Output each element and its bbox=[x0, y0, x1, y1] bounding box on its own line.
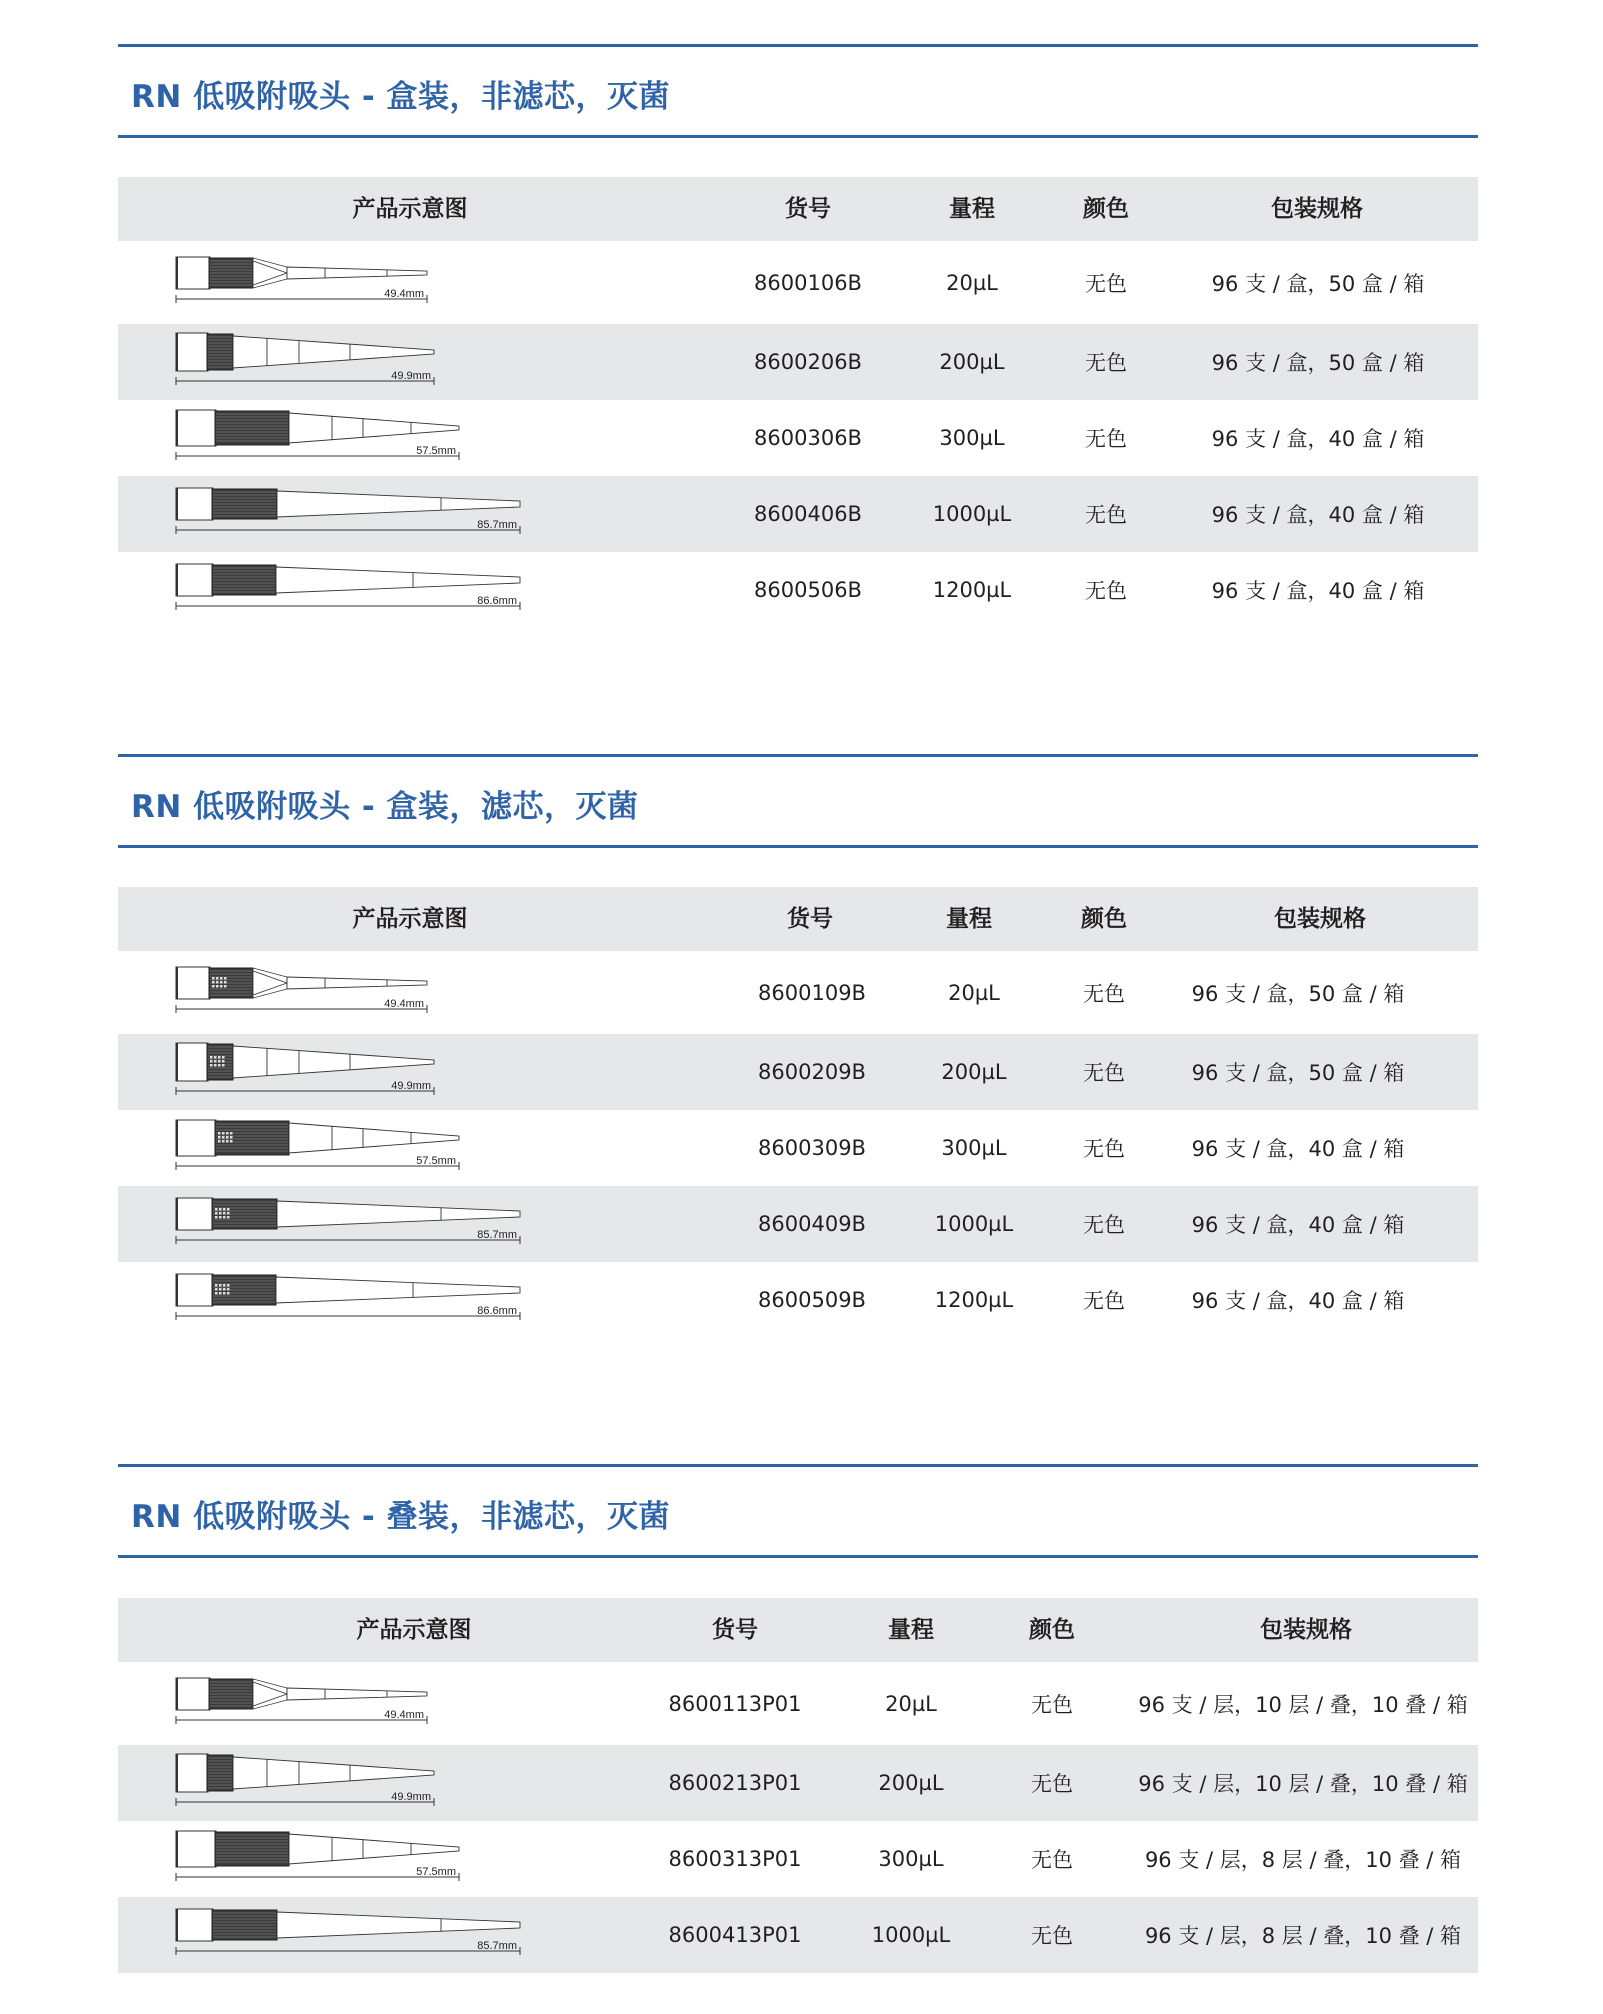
sku-cell: 8600506B bbox=[754, 578, 862, 602]
packaging-cell: 96 支 / 盒，40 盒 / 箱 bbox=[1191, 1289, 1405, 1313]
packaging-cell: 96 支 / 层，8 层 / 叠，10 叠 / 箱 bbox=[1144, 1848, 1462, 1872]
color-cell: 无色 bbox=[1083, 1213, 1125, 1237]
sku-cell: 8600309B bbox=[758, 1136, 866, 1160]
pipette-tip-diagram-icon bbox=[175, 560, 526, 620]
svg-text:85.7mm: 85.7mm bbox=[477, 1229, 517, 1241]
sku-cell: 8600109B bbox=[758, 980, 866, 1005]
section-top-rule bbox=[118, 44, 1478, 47]
packaging-cell: 96 支 / 盒，50 盒 / 箱 bbox=[1191, 981, 1405, 1006]
header-color: 颜色 bbox=[1081, 906, 1127, 932]
range-cell: 1200µL bbox=[932, 578, 1012, 602]
section-top-rule bbox=[118, 754, 1478, 757]
table-header bbox=[118, 1598, 1478, 1662]
table-body bbox=[118, 241, 1478, 628]
svg-text:57.5mm: 57.5mm bbox=[416, 1866, 456, 1878]
color-cell: 无色 bbox=[1085, 579, 1127, 603]
color-cell: 无色 bbox=[1083, 1289, 1125, 1313]
table-header bbox=[118, 887, 1478, 951]
packaging-cell: 96 支 / 盒，40 盒 / 箱 bbox=[1211, 579, 1425, 603]
pipette-tip-diagram-icon bbox=[175, 484, 526, 544]
section-title: RN 低吸附吸头 - 叠装，非滤芯，灭菌 bbox=[131, 1499, 671, 1535]
header-range: 量程 bbox=[946, 906, 992, 932]
range-cell: 20µL bbox=[946, 270, 998, 295]
range-cell: 300µL bbox=[941, 1136, 1007, 1160]
table-row bbox=[118, 1034, 1478, 1110]
sku-cell: 8600306B bbox=[754, 426, 862, 450]
header-image: 产品示意图 bbox=[352, 196, 468, 222]
sku-cell: 8600113P01 bbox=[668, 1691, 802, 1716]
pipette-tip-diagram-icon bbox=[175, 253, 433, 313]
filter-pipette-tip-diagram-icon bbox=[175, 1194, 526, 1254]
header-range: 量程 bbox=[888, 1617, 934, 1643]
pipette-tip-diagram-icon bbox=[175, 1829, 465, 1889]
color-cell: 无色 bbox=[1085, 503, 1127, 527]
section-bottom-rule bbox=[118, 1555, 1478, 1558]
sku-cell: 8600213P01 bbox=[668, 1771, 802, 1795]
range-cell: 20µL bbox=[885, 1691, 937, 1716]
packaging-cell: 96 支 / 盒，40 盒 / 箱 bbox=[1211, 427, 1425, 451]
section-title: RN 低吸附吸头 - 盒装，非滤芯，灭菌 bbox=[131, 79, 671, 115]
pipette-tip-diagram-icon bbox=[175, 332, 440, 392]
packaging-cell: 96 支 / 盒，40 盒 / 箱 bbox=[1211, 503, 1425, 527]
table-body bbox=[118, 951, 1478, 1338]
packaging-cell: 96 支 / 盒，50 盒 / 箱 bbox=[1191, 1061, 1405, 1085]
color-cell: 无色 bbox=[1083, 1061, 1125, 1085]
table-row bbox=[118, 241, 1478, 324]
packaging-cell: 96 支 / 盒，40 盒 / 箱 bbox=[1191, 1137, 1405, 1161]
pipette-tip-diagram-icon bbox=[175, 1905, 526, 1965]
svg-text:86.6mm: 86.6mm bbox=[477, 1305, 517, 1317]
header-color: 颜色 bbox=[1029, 1617, 1075, 1643]
color-cell: 无色 bbox=[1031, 1692, 1073, 1717]
color-cell: 无色 bbox=[1085, 427, 1127, 451]
header-sku: 货号 bbox=[785, 196, 831, 222]
filter-pipette-tip-diagram-icon bbox=[175, 1118, 465, 1178]
packaging-cell: 96 支 / 盒，40 盒 / 箱 bbox=[1191, 1213, 1405, 1237]
table-row bbox=[118, 324, 1478, 400]
pipette-tip-diagram-icon bbox=[175, 1674, 433, 1734]
header-color: 颜色 bbox=[1083, 196, 1129, 222]
range-cell: 200µL bbox=[941, 1060, 1007, 1084]
color-cell: 无色 bbox=[1031, 1924, 1073, 1948]
svg-text:85.7mm: 85.7mm bbox=[477, 1940, 517, 1952]
table-header bbox=[118, 177, 1478, 241]
header-sku: 货号 bbox=[787, 906, 833, 932]
pipette-tip-diagram-icon bbox=[175, 1753, 440, 1813]
table-row bbox=[118, 1662, 1478, 1745]
svg-text:49.9mm: 49.9mm bbox=[391, 1791, 431, 1803]
range-cell: 200µL bbox=[939, 350, 1005, 374]
section-bottom-rule bbox=[118, 135, 1478, 138]
svg-text:57.5mm: 57.5mm bbox=[416, 445, 456, 457]
section-title: RN 低吸附吸头 - 盒装，滤芯，灭菌 bbox=[131, 789, 639, 825]
range-cell: 1200µL bbox=[934, 1288, 1014, 1312]
table-row bbox=[118, 1186, 1478, 1262]
table-row bbox=[118, 400, 1478, 476]
range-cell: 200µL bbox=[878, 1771, 944, 1795]
svg-text:49.9mm: 49.9mm bbox=[391, 1080, 431, 1092]
product-table bbox=[118, 177, 1478, 628]
color-cell: 无色 bbox=[1085, 271, 1127, 296]
filter-pipette-tip-diagram-icon bbox=[175, 963, 433, 1023]
packaging-cell: 96 支 / 层，10 层 / 叠，10 叠 / 箱 bbox=[1138, 1692, 1468, 1717]
packaging-cell: 96 支 / 层，10 层 / 叠，10 叠 / 箱 bbox=[1138, 1772, 1468, 1796]
sku-cell: 8600313P01 bbox=[668, 1847, 802, 1871]
table-row bbox=[118, 476, 1478, 552]
sku-cell: 8600106B bbox=[754, 270, 862, 295]
packaging-cell: 96 支 / 盒，50 盒 / 箱 bbox=[1211, 351, 1425, 375]
color-cell: 无色 bbox=[1083, 981, 1125, 1006]
range-cell: 1000µL bbox=[932, 502, 1012, 526]
section-top-rule bbox=[118, 1464, 1478, 1467]
color-cell: 无色 bbox=[1031, 1772, 1073, 1796]
section-bottom-rule bbox=[118, 845, 1478, 848]
color-cell: 无色 bbox=[1085, 351, 1127, 375]
svg-text:49.9mm: 49.9mm bbox=[391, 370, 431, 382]
table-row bbox=[118, 552, 1478, 628]
range-cell: 20µL bbox=[948, 980, 1000, 1005]
sku-cell: 8600406B bbox=[754, 502, 862, 526]
header-packaging: 包装规格 bbox=[1274, 906, 1366, 932]
header-range: 量程 bbox=[949, 196, 995, 222]
packaging-cell: 96 支 / 盒，50 盒 / 箱 bbox=[1211, 271, 1425, 296]
range-cell: 1000µL bbox=[934, 1212, 1014, 1236]
sku-cell: 8600413P01 bbox=[668, 1923, 802, 1947]
sku-cell: 8600409B bbox=[758, 1212, 866, 1236]
color-cell: 无色 bbox=[1083, 1137, 1125, 1161]
svg-text:49.4mm: 49.4mm bbox=[384, 997, 424, 1010]
packaging-cell: 96 支 / 层，8 层 / 叠，10 叠 / 箱 bbox=[1144, 1924, 1462, 1948]
sku-cell: 8600209B bbox=[758, 1060, 866, 1084]
product-table bbox=[118, 887, 1478, 1338]
table-row bbox=[118, 1897, 1478, 1973]
header-packaging: 包装规格 bbox=[1271, 196, 1363, 222]
svg-text:86.6mm: 86.6mm bbox=[477, 595, 517, 607]
header-packaging: 包装规格 bbox=[1260, 1617, 1352, 1643]
filter-pipette-tip-diagram-icon bbox=[175, 1042, 440, 1102]
range-cell: 1000µL bbox=[871, 1923, 951, 1947]
sku-cell: 8600509B bbox=[758, 1288, 866, 1312]
range-cell: 300µL bbox=[939, 426, 1005, 450]
header-image: 产品示意图 bbox=[352, 906, 468, 932]
header-sku: 货号 bbox=[712, 1617, 758, 1643]
table-row bbox=[118, 1110, 1478, 1186]
pipette-tip-diagram-icon bbox=[175, 408, 465, 468]
table-row bbox=[118, 951, 1478, 1034]
svg-text:49.4mm: 49.4mm bbox=[384, 287, 424, 300]
sku-cell: 8600206B bbox=[754, 350, 862, 374]
product-table bbox=[118, 1598, 1478, 1973]
table-row bbox=[118, 1821, 1478, 1897]
header-image: 产品示意图 bbox=[356, 1617, 472, 1643]
filter-pipette-tip-diagram-icon bbox=[175, 1270, 526, 1330]
svg-text:57.5mm: 57.5mm bbox=[416, 1155, 456, 1167]
table-row bbox=[118, 1745, 1478, 1821]
table-body bbox=[118, 1662, 1478, 1973]
svg-text:49.4mm: 49.4mm bbox=[384, 1708, 424, 1721]
table-row bbox=[118, 1262, 1478, 1338]
range-cell: 300µL bbox=[878, 1847, 944, 1871]
svg-text:85.7mm: 85.7mm bbox=[477, 519, 517, 531]
color-cell: 无色 bbox=[1031, 1848, 1073, 1872]
